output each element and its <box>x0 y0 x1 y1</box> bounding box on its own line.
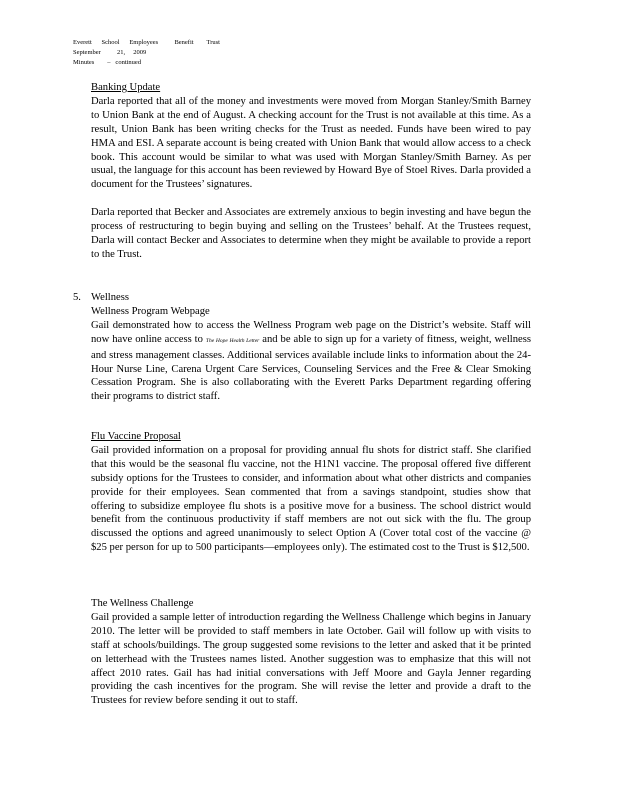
banking-section <box>91 81 531 262</box>
flu-heading: Flu Vaccine Proposal <box>91 431 181 442</box>
wellness-number: 5. <box>73 292 81 303</box>
hope-health-letter-title: The Hope Health Letter <box>205 337 260 344</box>
flu-section <box>91 430 531 555</box>
challenge-paragraph: Gail provided a sample letter of introduction regarding the Wellness Challenge which begins in January 2010. The letter will be provided to staff members in late October. Gail will follow up with visits to staff at schools/buildings. The group suggested some revisions to the letter and asked that it be printed on letterhead with the Trustees names listed. Another suggestion was to emphasize that this will not affect 2010 rates. Gail has had initial conversations with Jeff Moore and Gayla Jenner regarding providing the cash incentives for the program. She will revise the letter and provide a draft to the Trustees for review before sending it out to staff. <box>91 611 531 707</box>
wellness-text-before: Gail demonstrated how to access the Wellness Program web page on the District’s website. Staff will now have online access to <box>91 319 531 345</box>
banking-paragraph-1: Darla reported that all of the money and investments were moved from Morgan Stanley/Smith Barney to Union Bank at the end of August. A checking account for the Trust is not available at this time. As a result, Union Bank has been writing checks for the Trust as needed. Funds have been wired to pay HMA and ESI. A separate account is being created with Union Bank that would allow access to a check book. This account would be similar to what was used with Morgan Stanley/Smith Barney. As per usual, the language for this account has been reviewed by Howard Bye of Stoel Rives. Darla provided a document for the Trustees’ signatures. <box>91 95 531 191</box>
header-line-date: September 21, 2009 <box>73 49 147 56</box>
wellness-subheading: Wellness Program Webpage <box>91 305 210 317</box>
wellness-section <box>91 291 531 404</box>
header-line-title: Everett School Employees Benefit Trust <box>73 39 220 46</box>
wellness-text-after: and be able to sign up for a variety of fitness, weight, wellness and stress management classes. Additional services available include links to information about the 24-Hour Nurse Line, Carena Urgent Care Services, Counseling Services and the Free & Clear Smoking Cessation Program. She is also collaborating with the Everett Parks Department regarding offering their programs to district staff. <box>91 333 531 403</box>
challenge-section <box>91 597 531 708</box>
header-line-minutes: Minutes – continued <box>73 59 142 66</box>
banking-heading: Banking Update <box>91 82 161 93</box>
wellness-paragraph <box>91 319 531 404</box>
wellness-title: Wellness <box>91 292 129 303</box>
banking-paragraph-2: Darla reported that Becker and Associates are extremely anxious to begin investing and have begun the process of restructuring to begin buying and selling on the Trustees’ behalf. At the Trustees request, Darla will contact Becker and Associates to determine when they might be available to provide a report to the Trust. <box>91 207 531 260</box>
challenge-heading: The Wellness Challenge <box>91 598 194 609</box>
flu-paragraph: Gail provided information on a proposal for providing annual flu shots for district staff. She clarified that this would be the seasonal flu vaccine, not the H1N1 vaccine. The proposal offered five different subsidy options for the Trustees to consider, and information about what other districts and companies provide for their employees. Sean commented that from a savings standpoint, studies show that offering to subsidize employee flu shots is a positive move for a business. The school district would benefit from the continuous productivity if staff members are not out sick with the flu. The group discussed the options and agreed unanimously to select Option A (Cover total cost of the vaccine @ $25 per person for up to 500 participants—employees only). The estimated cost to the Trust is $12,500. <box>91 444 531 554</box>
